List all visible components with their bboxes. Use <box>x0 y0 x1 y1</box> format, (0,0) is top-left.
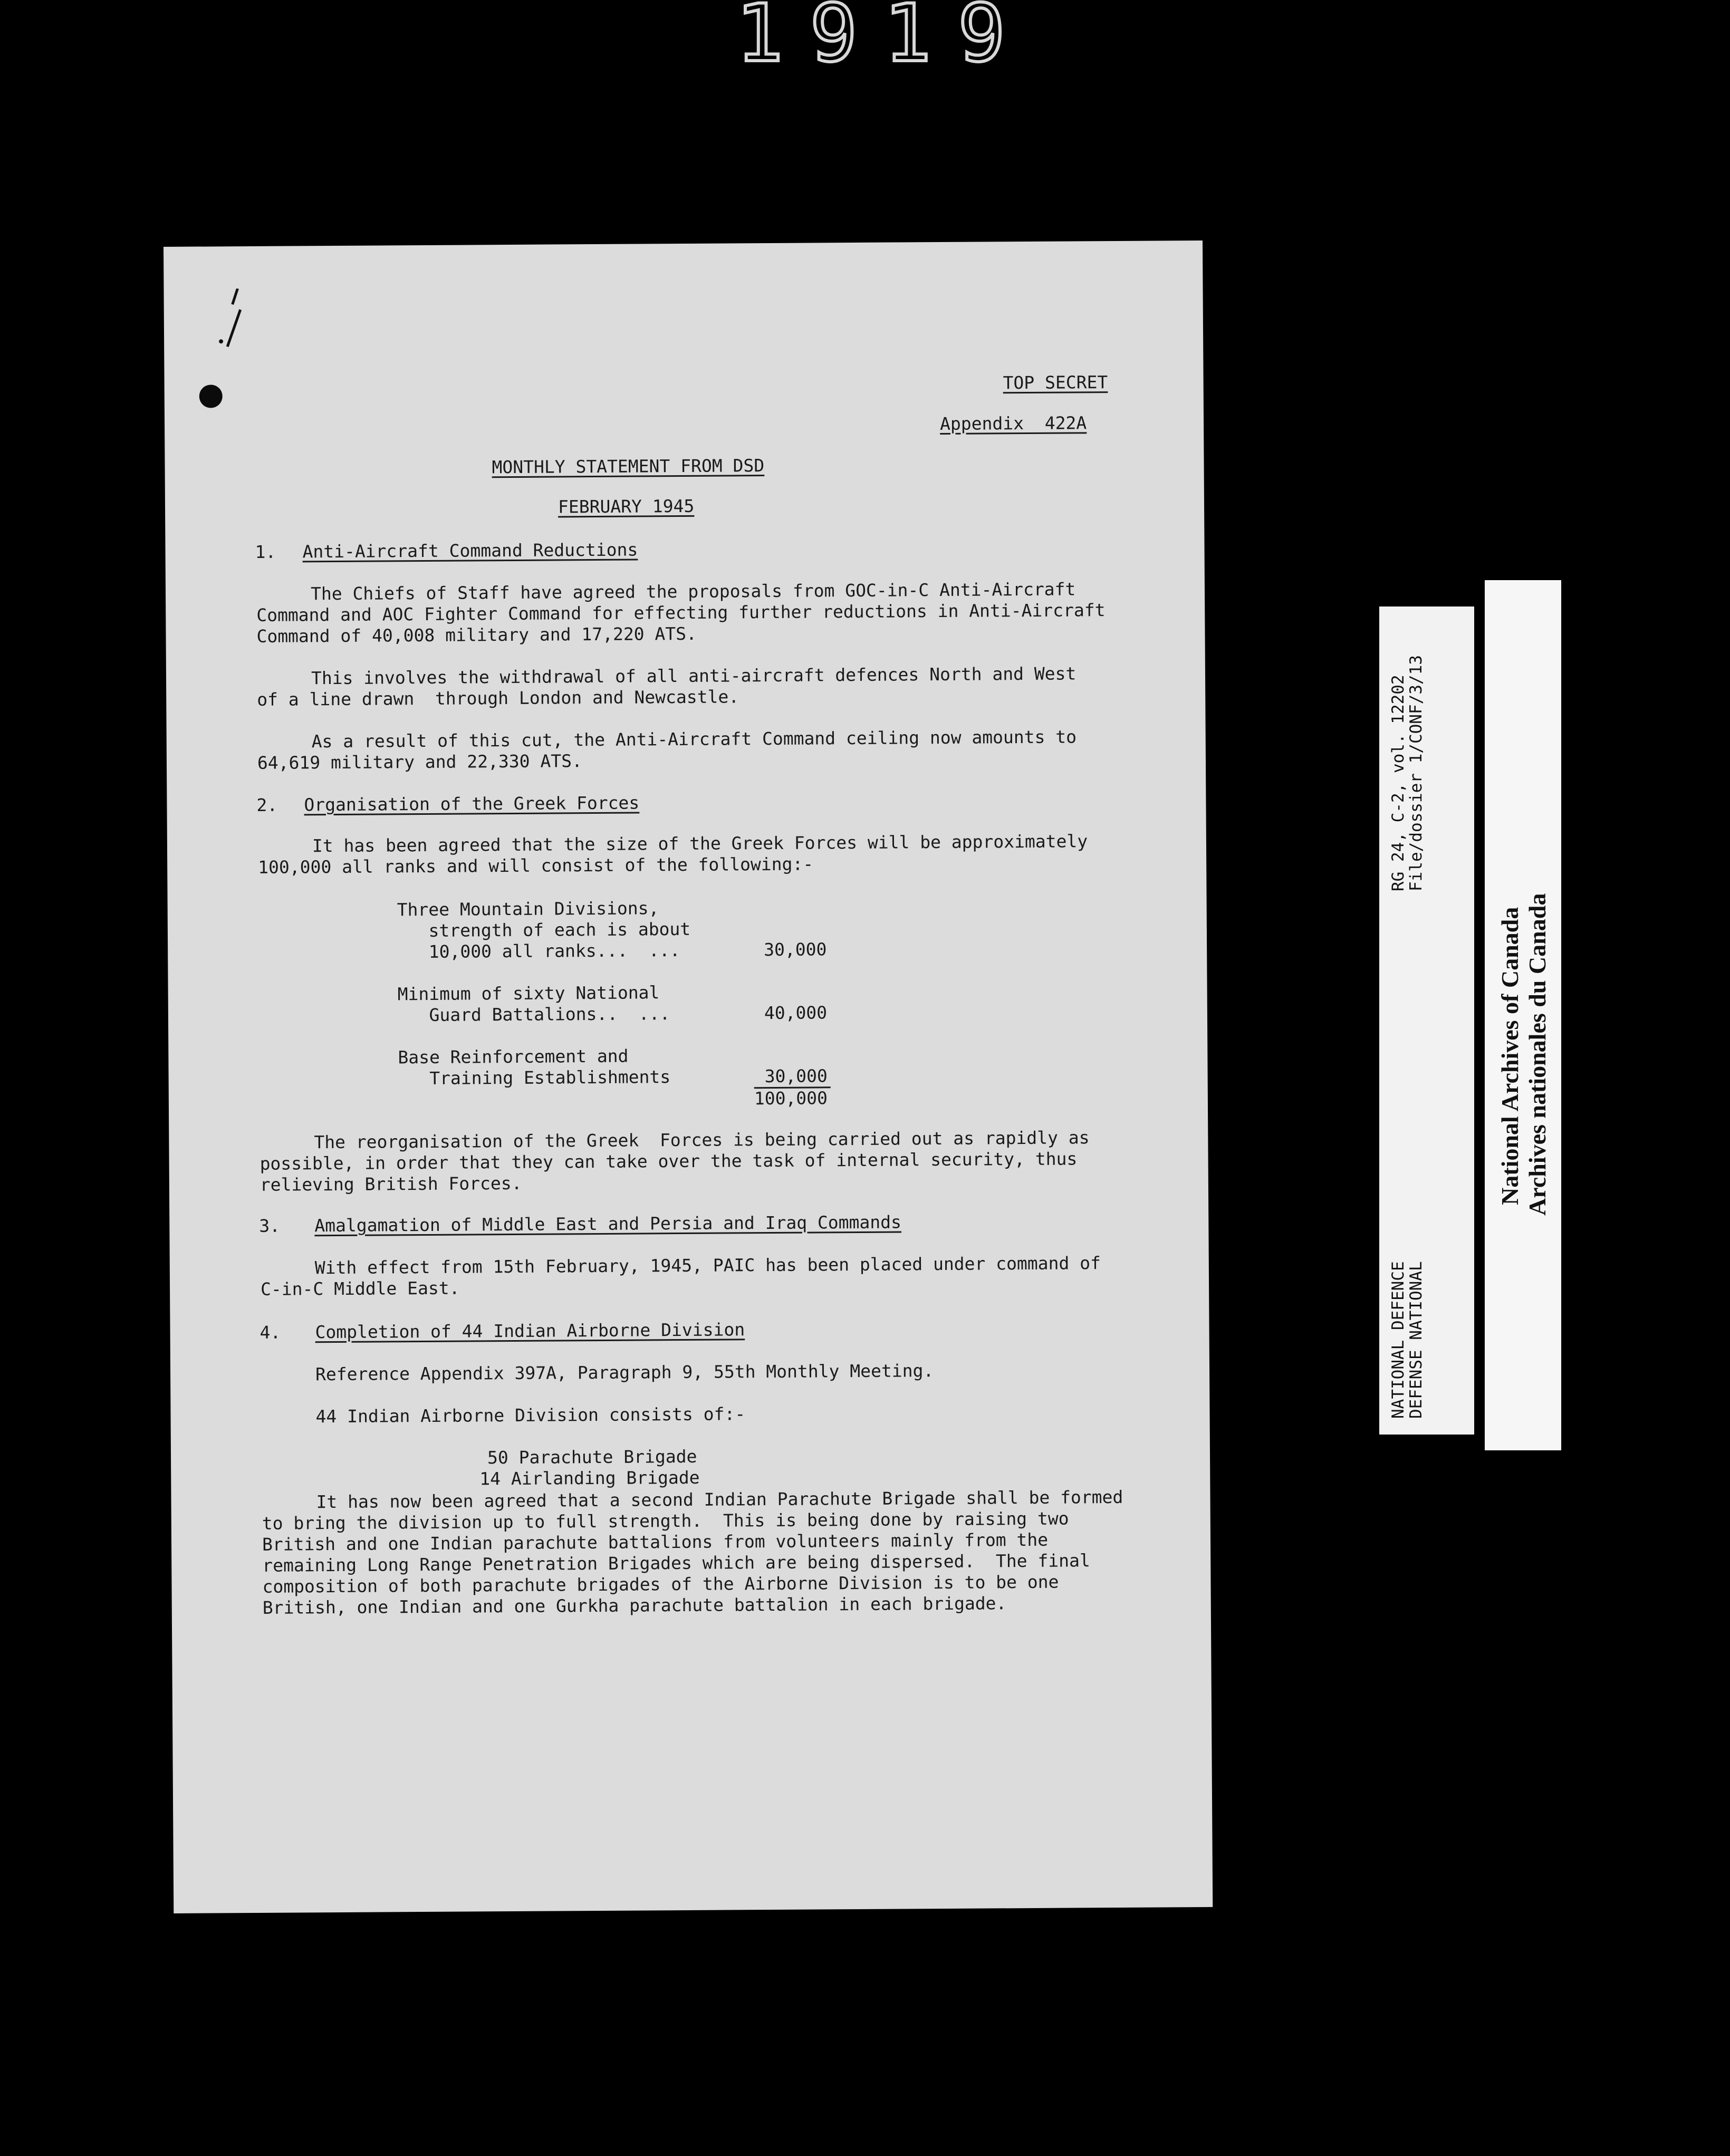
section2-p2-line1: The reorganisation of the Greek Forces is being carried out as rapidly as <box>314 1127 1090 1153</box>
section3-p1-line1: With effect from 15th February, 1945, PAIC has been placed under command of <box>314 1253 1101 1278</box>
document-title: MONTHLY STATEMENT FROM DSD <box>492 455 765 478</box>
greek-item3-line1: Base Reinforcement and <box>398 1045 629 1068</box>
reference-line1: RG 24, C-2, vol. 12202 <box>1389 675 1408 891</box>
greek-item1-line1: Three Mountain Divisions, <box>397 898 659 920</box>
section1-p3-line2: 64,619 military and 22,330 ATS. <box>257 750 582 773</box>
greek-item2-line1: Minimum of sixty National <box>397 982 660 1005</box>
punch-hole <box>199 384 223 408</box>
section3-number: 3. <box>259 1215 281 1236</box>
archives-line1: National Archives of Canada <box>1496 907 1523 1205</box>
brigade-1: 50 Parachute Brigade <box>487 1446 697 1468</box>
archives-stamp <box>1485 580 1561 1450</box>
section4-consists: 44 Indian Airborne Division consists of:- <box>315 1403 746 1427</box>
frame-number: 1919 <box>736 0 1073 63</box>
greek-item3-line2: Training Establishments <box>398 1066 671 1089</box>
section4-p1-line5: composition of both parachute brigades of the Airborne Division is to be one <box>262 1571 1059 1597</box>
document-page <box>164 240 1213 1913</box>
section4-p1-line2: to bring the division up to full strength. This is being done by raising two <box>262 1508 1069 1534</box>
section4-reference: Reference Appendix 397A, Paragraph 9, 55th Monthly Meeting. <box>315 1360 934 1385</box>
greek-item2-value: 40,000 <box>764 1002 828 1024</box>
greek-item1-value: 30,000 <box>764 939 827 960</box>
classification: TOP SECRET <box>1003 372 1108 393</box>
greek-total: 100,000 <box>754 1087 828 1109</box>
section4-heading: Completion of 44 Indian Airborne Division <box>315 1319 745 1343</box>
brigade-2: 14 Airlanding Brigade <box>479 1467 700 1489</box>
greek-item3-value: 30,000 <box>764 1065 828 1087</box>
section4-number: 4. <box>260 1322 281 1343</box>
document-date: FEBRUARY 1945 <box>558 495 695 517</box>
section2-p2-line2: possible, in order that they can take over the task of internal security, thus <box>260 1148 1078 1174</box>
section1-p2-line1: This involves the withdrawal of all anti-aircraft defences North and West <box>311 663 1077 689</box>
section1-p1-line3: Command of 40,008 military and 17,220 ATS. <box>256 623 697 647</box>
pencil-mark <box>216 288 248 352</box>
section1-p2-line2: of a line drawn through London and Newcastle. <box>257 686 739 710</box>
appendix-label: Appendix 422A <box>939 412 1087 435</box>
section4-p1-line6: British, one Indian and one Gurkha parachute battalion in each brigade. <box>262 1593 1007 1618</box>
section1-p1-line1: The Chiefs of Staff have agreed the proposals from GOC-in-C Anti-Aircraft <box>310 579 1076 604</box>
reference-line4: DEFENSE NATIONAL <box>1407 1261 1426 1419</box>
section3-p1-line2: C-in-C Middle East. <box>260 1277 460 1300</box>
section4-p1-line3: British and one Indian parachute battalions from volunteers mainly from the <box>262 1529 1049 1555</box>
section2-p2-line3: relieving British Forces. <box>260 1172 522 1195</box>
reference-line3: NATIONAL DEFENCE <box>1389 1261 1408 1419</box>
greek-item1-line2: strength of each is about <box>397 918 691 941</box>
greek-item1-line3: 10,000 all ranks... ... <box>397 940 680 962</box>
section1-p3-line1: As a result of this cut, the Anti-Aircraft Command ceiling now amounts to <box>311 726 1077 752</box>
section3-heading: Amalgamation of Middle East and Persia and Iraq Commands <box>314 1211 902 1236</box>
reference-line2: File/dossier 1/CONF/3/13 <box>1407 655 1426 891</box>
section1-heading: Anti-Aircraft Command Reductions <box>302 539 638 562</box>
section4-p1-line1: It has now been agreed that a second Indian Parachute Brigade shall be formed <box>316 1486 1123 1513</box>
section2-heading: Organisation of the Greek Forces <box>304 792 640 815</box>
archive-reference-label <box>1379 607 1474 1435</box>
section2-p1-line1: It has been agreed that the size of the Greek Forces will be approximately <box>312 831 1088 856</box>
section1-p1-line2: Command and AOC Fighter Command for effecting further reductions in Anti-Aircraft <box>256 600 1106 625</box>
section4-p1-line4: remaining Long Range Penetration Brigades which are being dispersed. The final <box>262 1550 1090 1576</box>
section2-number: 2. <box>256 794 278 815</box>
section2-p1-line2: 100,000 all ranks and will consist of the following:- <box>258 853 814 878</box>
archives-line2: Archives nationales du Canada <box>1524 893 1551 1216</box>
section1-number: 1. <box>255 541 276 562</box>
greek-item2-line2: Guard Battalions.. ... <box>397 1003 670 1026</box>
